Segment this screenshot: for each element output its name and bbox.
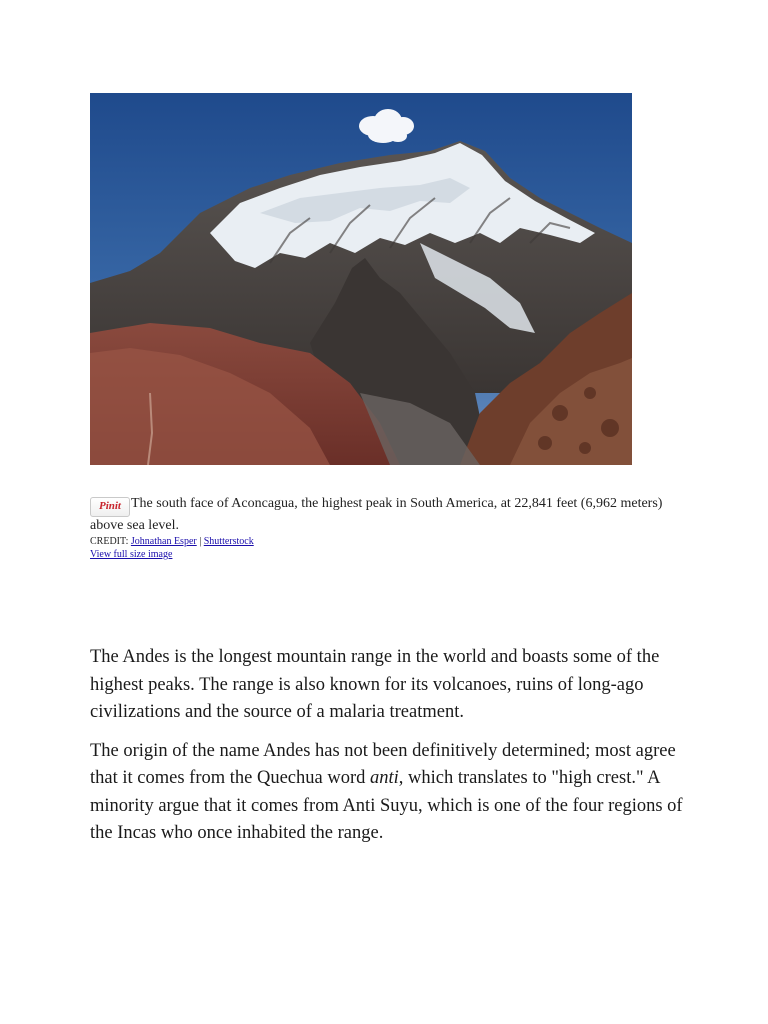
- photo-caption-block: [90, 495, 680, 561]
- credit-prefix: CREDIT:: [90, 536, 129, 547]
- caption-text: The south face of Aconcagua, the highest peak in South America, at 22,841 feet (6,962 meters) above sea level.: [90, 496, 663, 533]
- full-size-line: [90, 548, 680, 561]
- aconcagua-photo: [90, 93, 632, 465]
- paragraph-2-before: The origin of the name Andes has not been definitively determined; most agree that it comes from the Quechua word: [90, 740, 676, 788]
- article-paragraph-1: The Andes is the longest mountain range in the world and boasts some of the highest peaks. The range is also known for its volcanoes, ruins of long-ago civilizations and the source of a malaria treatment.: [90, 647, 660, 722]
- credit-agency-link[interactable]: Shutterstock: [203, 536, 254, 547]
- article-body: [90, 644, 688, 859]
- credit-line: [90, 535, 680, 548]
- quechua-word: anti: [369, 768, 399, 788]
- paragraph-2-after: , which translates to "high crest." A minority argue that it comes from Anti Suyu, which is one of the four regions of the Incas who once inhabited the range.: [90, 768, 683, 843]
- pin-it-button[interactable]: Pinit: [90, 497, 130, 517]
- credit-author-link[interactable]: Johnathan Esper: [130, 536, 197, 547]
- view-full-size-link[interactable]: View full size image: [90, 549, 173, 560]
- article-paragraph-2: [90, 738, 688, 848]
- photo-caption: [90, 495, 680, 535]
- credit-separator: |: [199, 536, 202, 547]
